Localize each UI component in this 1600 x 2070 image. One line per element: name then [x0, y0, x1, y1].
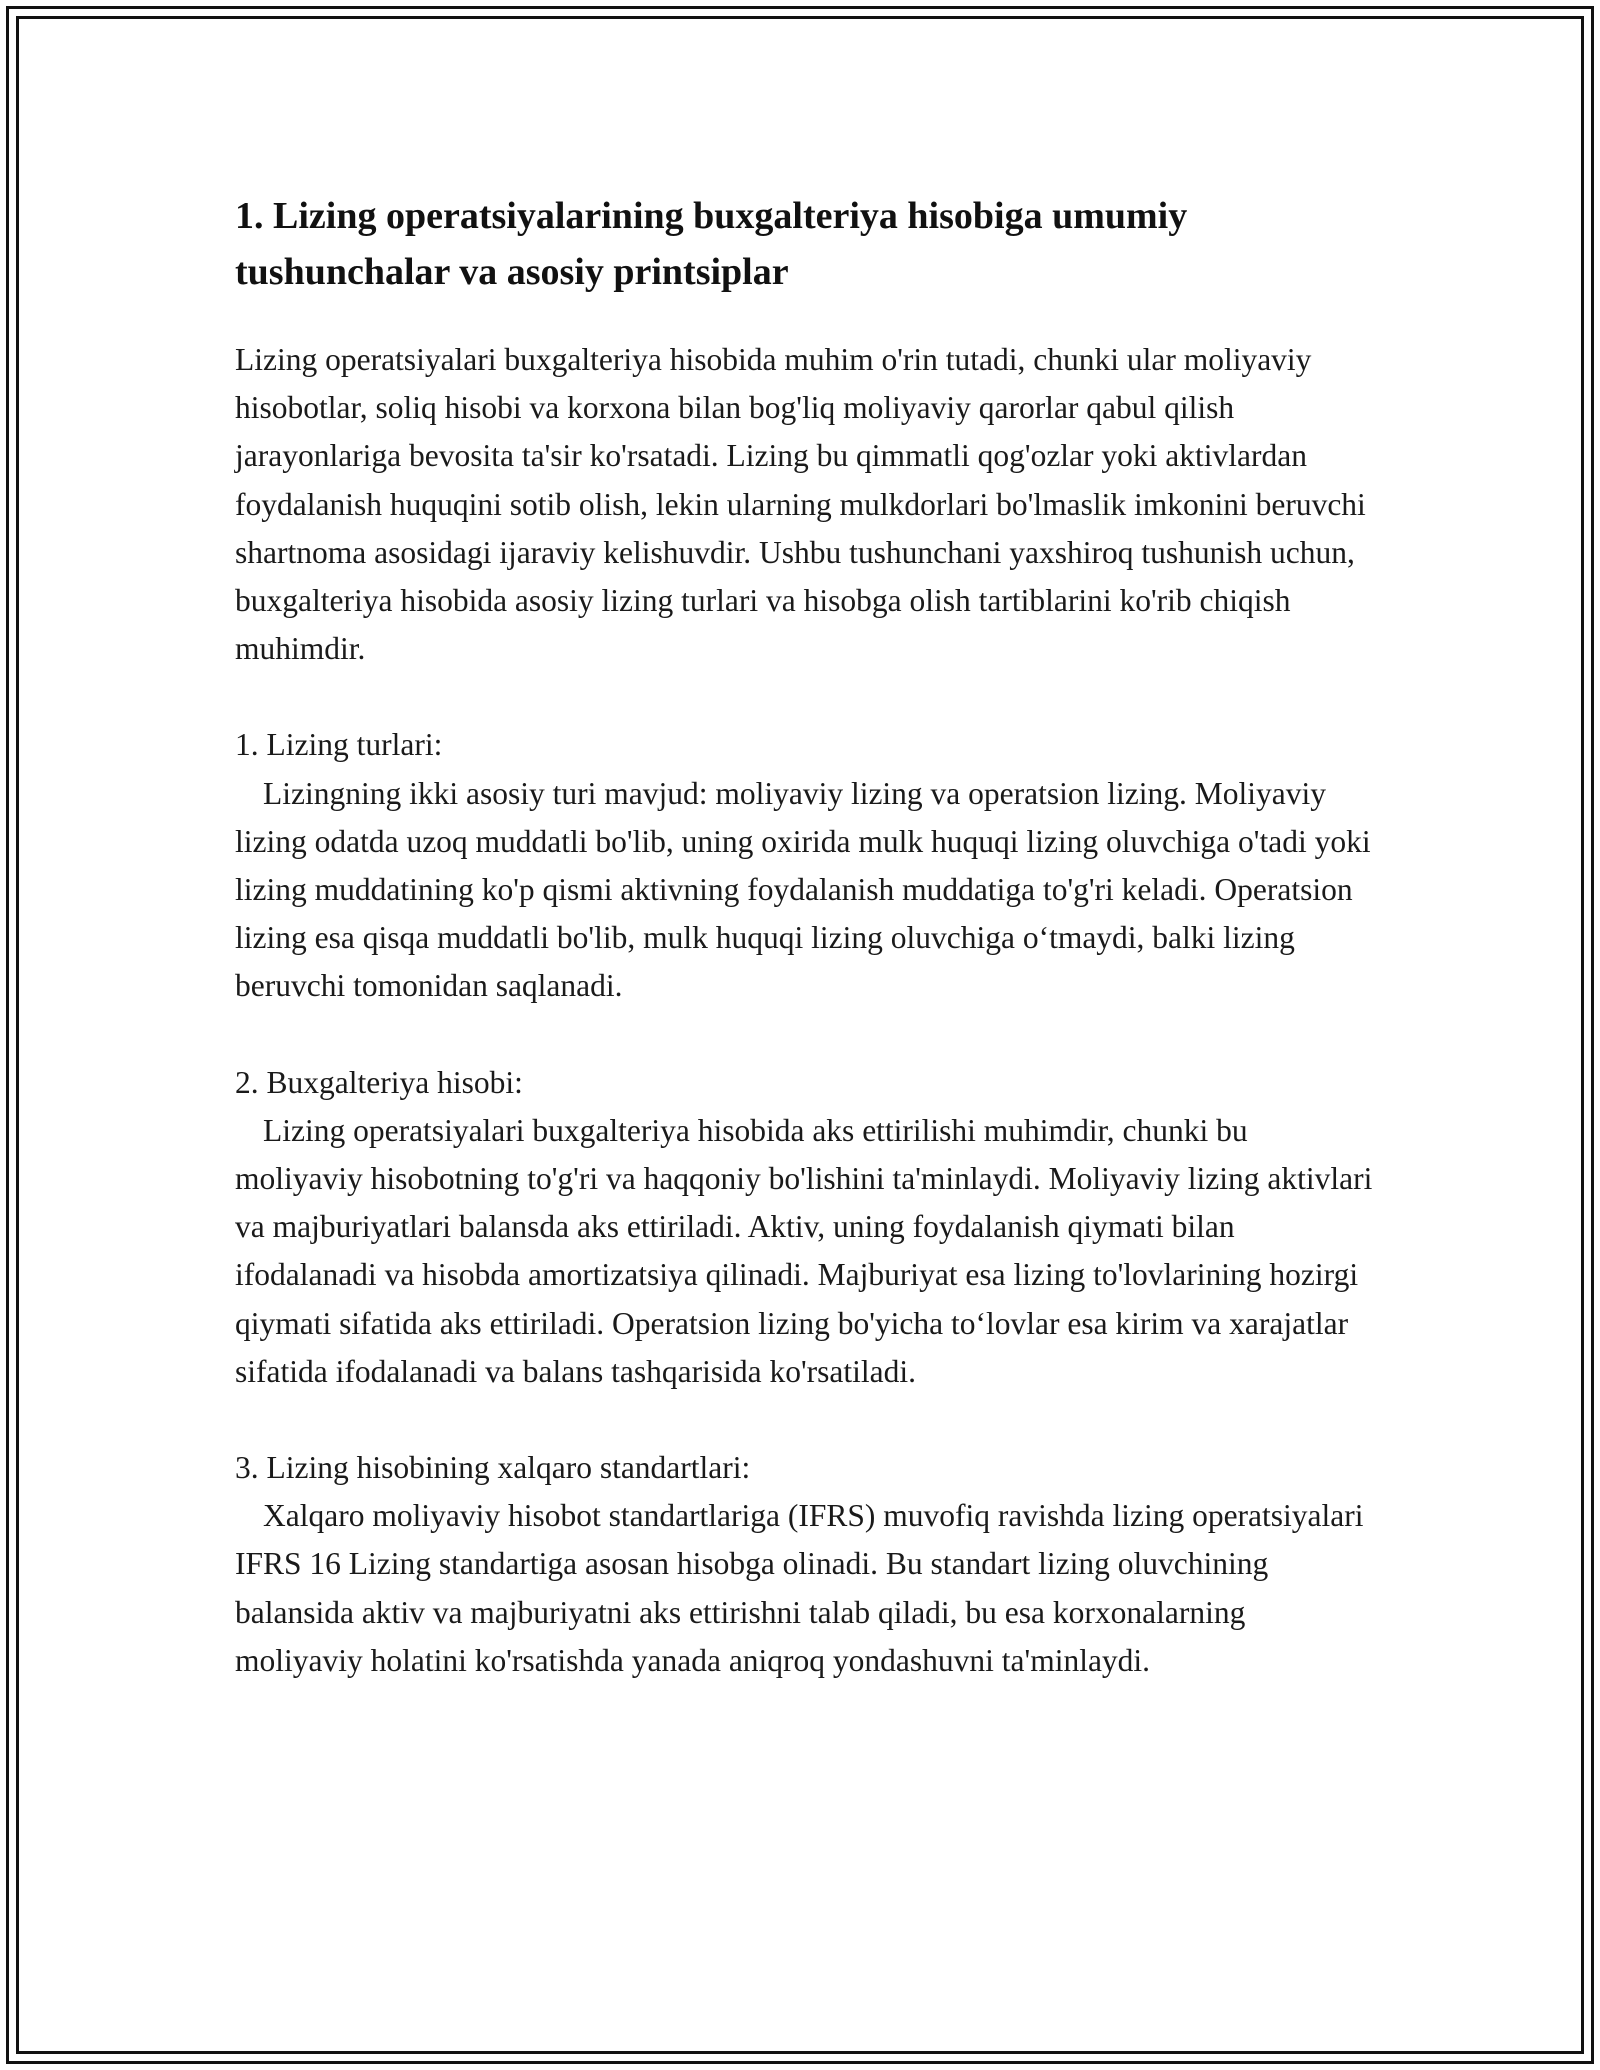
section-heading: 2. Buxgalteriya hisobi: — [235, 1064, 523, 1100]
document-title: 1. Lizing operatsiyalarining buxgalteriya hisobiga umumiy tushunchalar va asosiy printsiplar — [235, 195, 1188, 293]
section-body: Lizing operatsiyalari buxgalteriya hisobida aks ettirilishi muhimdir, chunki bu moliyaviy hisobotning to'g'ri va haqqoniy bo'lishini ta'minlaydi. Moliyaviy lizing aktivlari va majburiyatlari balansda aks ettiriladi. Aktiv, uning foydalanish qiymati bilan ifodalanadi va hisobda amortizatsiya qilinadi. Majburiyat esa lizing to'lovlarining hozirgi qiymati sifatida aks ettiriladi. Operatsion lizing bo'yicha to‘lovlar esa kirim va xarajatlar sifatida ifodalanadi va balans tashqarisida ko'rsatiladi. — [235, 1112, 1373, 1389]
intro-paragraph: Lizing operatsiyalari buxgalteriya hisobida muhim o'rin tutadi, chunki ular moliyaviy hisobotlar, soliq hisobi va korxona bilan bog'liq moliyaviy qarorlar qabul qilish jarayonlariga bevosita ta'sir ko'rsatadi. Lizing bu qimmatli qog'ozlar yoki aktivlardan foydalanish huquqini sotib olish, lekin ularning mulkdorlari bo'lmaslik imkonini beruvchi shartnoma asosidagi ijaraviy kelishuvdir. Ushbu tushunchani yaxshiroq tushunish uchun, buxgalteriya hisobida asosiy lizing turlari va hisobga olish tartiblarini ko'rib chiqish muhimdir. — [235, 342, 1366, 667]
section-lease-types — [235, 721, 1380, 1010]
section-body: Xalqaro moliyaviy hisobot standartlariga (IFRS) muvofiq ravishda lizing operatsiyalari IFRS 16 Lizing standartiga asosan hisobga olinadi. Bu standart lizing oluvchining balansida aktiv va majburiyatni aks ettirishni talab qiladi, bu esa korxonalarning moliyaviy holatini ko'rsatishda yanada aniqroq yondashuvni ta'minlaydi. — [235, 1498, 1364, 1678]
document-body — [235, 188, 1380, 1685]
section-body: Lizingning ikki asosiy turi mavjud: moliyaviy lizing va operatsion lizing. Moliyaviy lizing odatda uzoq muddatli bo'lib, uning oxirida mulk huquqi lizing oluvchiga o'tadi yoki lizing muddatining ko'p qismi aktivning foydalanish muddatiga to'g'ri keladi. Operatsion lizing esa qisqa muddatli bo'lib, mulk huquqi lizing oluvchiga o‘tmaydi, balki lizing beruvchi tomonidan saqlanadi. — [235, 775, 1371, 1004]
section-heading: 1. Lizing turlari: — [235, 727, 443, 763]
section-accounting — [235, 1059, 1380, 1396]
section-international-standards — [235, 1444, 1380, 1685]
section-heading: 3. Lizing hisobining xalqaro standartlari: — [235, 1450, 751, 1486]
